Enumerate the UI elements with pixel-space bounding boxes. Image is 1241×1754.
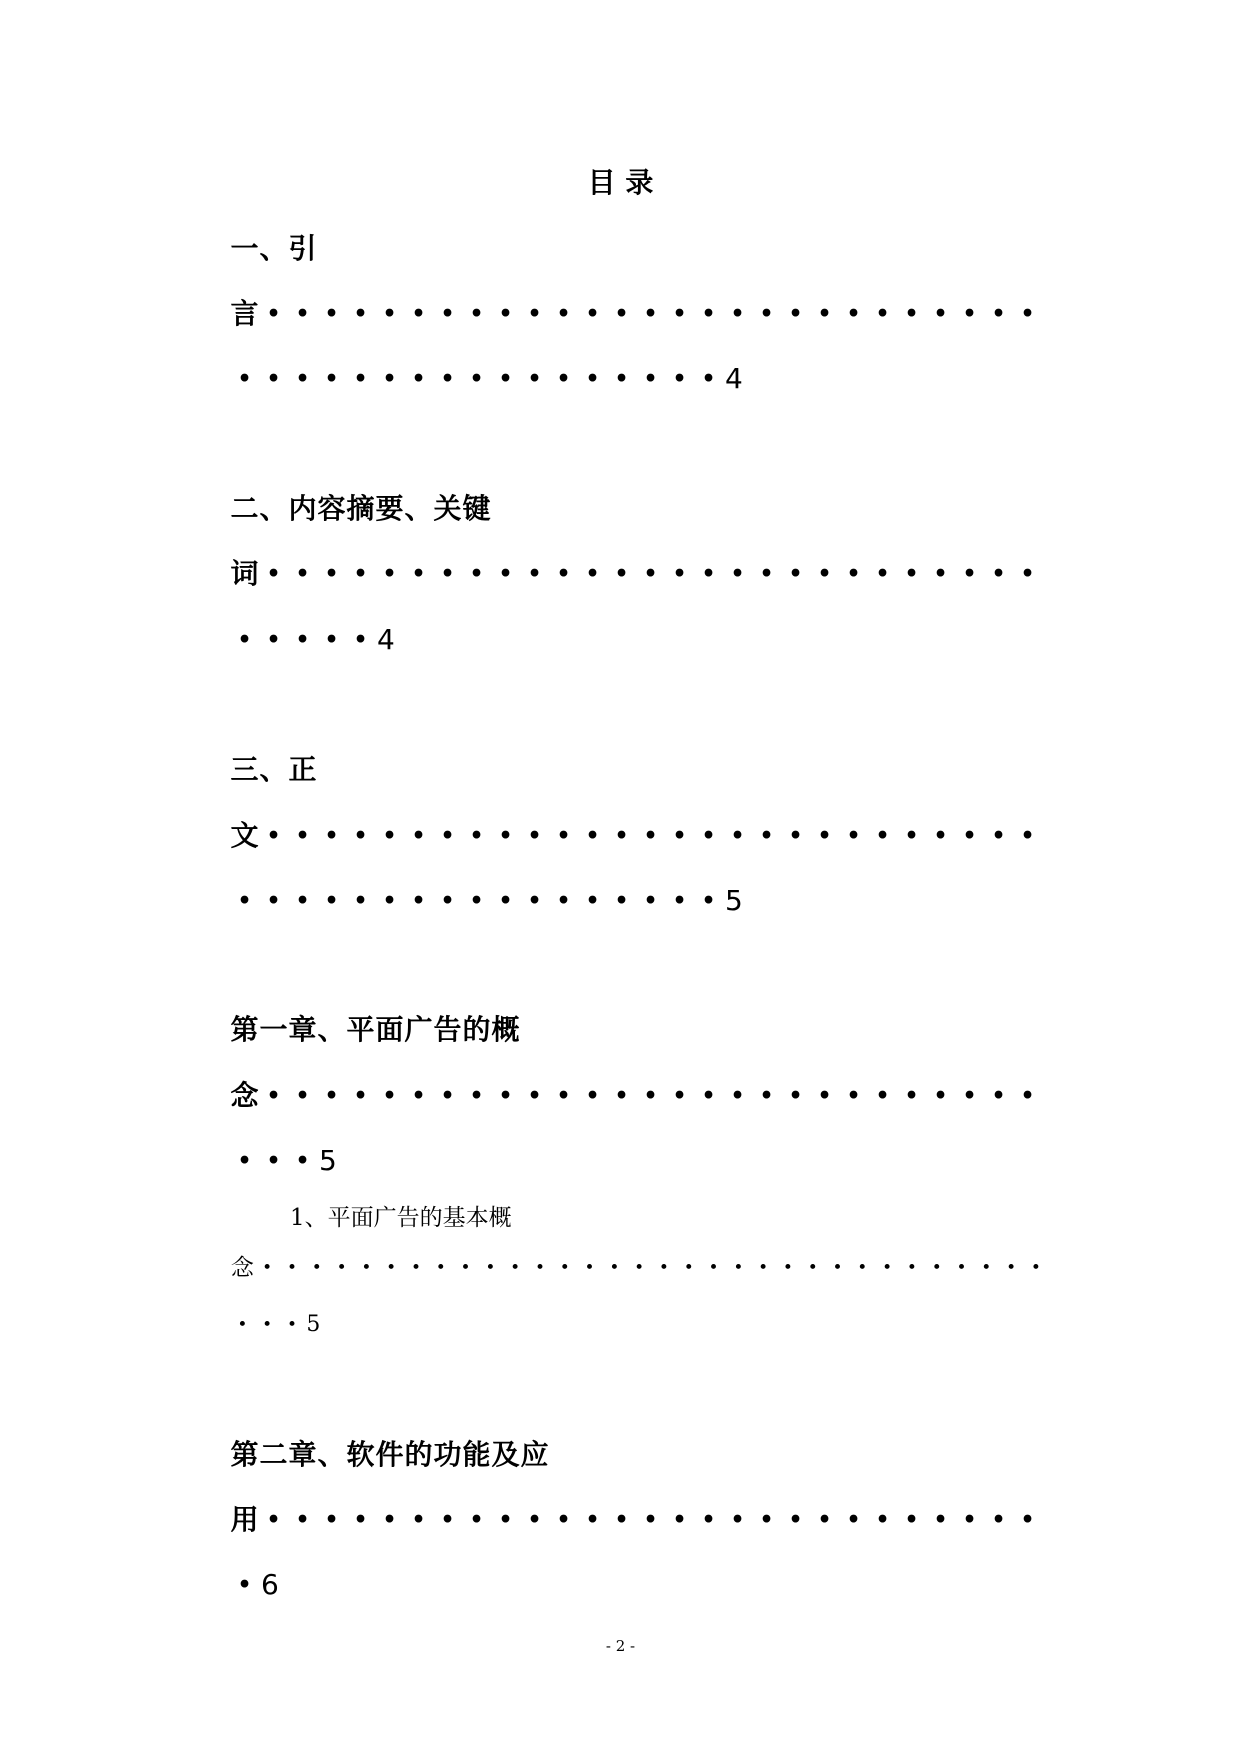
leader-dot: • — [759, 561, 774, 587]
leader-dot: • — [498, 1507, 513, 1533]
leader-dot: • — [382, 1083, 397, 1109]
leader-dot: • — [295, 627, 310, 653]
leader-dot: • — [585, 366, 600, 392]
leader-dot: • — [701, 561, 716, 587]
leader-dot: • — [324, 301, 339, 327]
leader-dot: • — [991, 301, 1006, 327]
toc-leader-line — [230, 816, 1042, 856]
leader-dot: • — [875, 823, 890, 849]
leader-dot: • — [931, 1258, 942, 1278]
leader-dot: • — [527, 888, 542, 914]
leader-dot: • — [556, 1507, 571, 1533]
leader-dot: • — [807, 1258, 818, 1278]
leader-dot: • — [730, 823, 745, 849]
toc-leader-line — [230, 1565, 288, 1605]
leader-dot: • — [788, 301, 803, 327]
leader-dot: • — [237, 1572, 252, 1598]
toc-char: 一 — [230, 232, 259, 265]
leader-dot: • — [788, 561, 803, 587]
leader-dot: • — [672, 1083, 687, 1109]
leader-dot: • — [904, 561, 919, 587]
leader-dot: • — [469, 301, 484, 327]
page-ref-number: 5 — [306, 1312, 321, 1337]
leader-dot: • — [962, 1083, 977, 1109]
leader-dot: • — [962, 561, 977, 587]
leader-dot: • — [730, 561, 745, 587]
toc-char: 言 — [230, 297, 259, 330]
leader-dot: • — [701, 366, 716, 392]
leader-dot: • — [324, 823, 339, 849]
leader-dot: • — [556, 301, 571, 327]
leader-dot: • — [411, 366, 426, 392]
toc-entry-heading — [230, 489, 491, 529]
toc-char: 第 — [230, 1438, 259, 1471]
toc-char: 引 — [288, 232, 317, 265]
leader-dot: • — [846, 1507, 861, 1533]
leader-dot: • — [382, 823, 397, 849]
leader-dot: • — [353, 301, 368, 327]
leader-dot: • — [266, 1507, 281, 1533]
leader-dot: • — [266, 301, 281, 327]
leader-dot: • — [701, 823, 716, 849]
toc-leader-line — [230, 1141, 346, 1181]
toc-subsection-heading: 1、平面广告的基本概 — [290, 1205, 512, 1231]
leader-dot: • — [817, 1507, 832, 1533]
leader-dot: • — [643, 1507, 658, 1533]
leader-dot: • — [556, 561, 571, 587]
leader-dot: • — [411, 561, 426, 587]
leader-dot: • — [875, 1507, 890, 1533]
leader-dot: • — [701, 1507, 716, 1533]
leader-dot: • — [658, 1258, 669, 1278]
page-ref-number: 6 — [261, 1568, 279, 1601]
leader-dot: • — [353, 627, 368, 653]
leader-dot: • — [730, 301, 745, 327]
leader-dot: • — [382, 561, 397, 587]
leader-dot: • — [585, 823, 600, 849]
leader-dot: • — [411, 301, 426, 327]
leader-dot: • — [440, 366, 455, 392]
leader-dot: • — [237, 888, 252, 914]
leader-dot: • — [614, 301, 629, 327]
leader-dot: • — [643, 823, 658, 849]
leader-dot: • — [672, 561, 687, 587]
toc-char: 概 — [491, 1013, 520, 1046]
leader-dot: • — [266, 1083, 281, 1109]
toc-char: 、 — [404, 492, 433, 525]
leader-dot: • — [933, 823, 948, 849]
toc-entry-heading — [230, 1435, 549, 1475]
leader-dot: • — [904, 1507, 919, 1533]
leader-dot: • — [904, 823, 919, 849]
leader-dot: • — [614, 561, 629, 587]
leader-dot: • — [962, 823, 977, 849]
toc-char: 键 — [462, 492, 491, 525]
leader-dot: • — [266, 823, 281, 849]
toc-char: 二 — [259, 1438, 288, 1471]
leader-dot: • — [498, 1083, 513, 1109]
leader-dot: • — [701, 1083, 716, 1109]
leader-dot: • — [353, 823, 368, 849]
leader-dot: • — [672, 888, 687, 914]
leader-dot: • — [991, 561, 1006, 587]
leader-dot: • — [991, 1507, 1006, 1533]
leader-dot: • — [237, 1315, 248, 1335]
leader-dot: • — [875, 561, 890, 587]
toc-char: 文 — [230, 819, 259, 852]
leader-dot: • — [643, 888, 658, 914]
leader-dot: • — [846, 561, 861, 587]
toc-leader-line — [230, 1250, 1048, 1286]
leader-dot: • — [353, 366, 368, 392]
leader-dot: • — [759, 823, 774, 849]
leader-dot: • — [585, 301, 600, 327]
leader-dot: • — [962, 301, 977, 327]
leader-dot: • — [875, 1083, 890, 1109]
leader-dot: • — [956, 1258, 967, 1278]
leader-dot: • — [933, 301, 948, 327]
leader-dot: • — [527, 1507, 542, 1533]
toc-char: 功 — [433, 1438, 462, 1471]
toc-char: 告 — [433, 1013, 462, 1046]
toc-entry-heading — [230, 750, 317, 790]
leader-dot: • — [1030, 1258, 1041, 1278]
leader-dot: • — [614, 888, 629, 914]
leader-dot: • — [527, 823, 542, 849]
leader-dot: • — [440, 888, 455, 914]
leader-dot: • — [817, 1083, 832, 1109]
leader-dot: • — [846, 1083, 861, 1109]
leader-dot: • — [386, 1258, 397, 1278]
toc-title: 目 录 — [587, 166, 654, 199]
leader-dot: • — [411, 823, 426, 849]
leader-dot: • — [672, 366, 687, 392]
leader-dot: • — [527, 561, 542, 587]
leader-dot: • — [527, 301, 542, 327]
leader-dot: • — [353, 1083, 368, 1109]
leader-dot: • — [469, 366, 484, 392]
leader-dot: • — [701, 888, 716, 914]
leader-dot: • — [672, 823, 687, 849]
leader-dot: • — [672, 1507, 687, 1533]
leader-dot: • — [559, 1258, 570, 1278]
page-number: - 2 - — [605, 1637, 636, 1655]
leader-dot: • — [643, 1083, 658, 1109]
leader-dot: • — [411, 1507, 426, 1533]
leader-dot: • — [382, 366, 397, 392]
leader-dot: • — [295, 1507, 310, 1533]
leader-dot: • — [469, 1083, 484, 1109]
toc-char: 念 — [230, 1255, 254, 1281]
leader-dot: • — [759, 1507, 774, 1533]
toc-leader-line — [230, 359, 752, 399]
leader-dot: • — [585, 561, 600, 587]
page-ref-number: 4 — [725, 362, 743, 395]
page-ref-number: 4 — [377, 623, 395, 656]
leader-dot: • — [237, 366, 252, 392]
leader-dot: • — [556, 1083, 571, 1109]
leader-dot: • — [1020, 1507, 1035, 1533]
leader-dot: • — [411, 888, 426, 914]
leader-dot: • — [933, 561, 948, 587]
toc-char: 平 — [346, 1013, 375, 1046]
leader-dot: • — [875, 301, 890, 327]
toc-char: 广 — [404, 1013, 433, 1046]
leader-dot: • — [933, 1507, 948, 1533]
leader-dot: • — [534, 1258, 545, 1278]
toc-char: 应 — [520, 1438, 549, 1471]
leader-dot: • — [460, 1258, 471, 1278]
leader-dot: • — [758, 1258, 769, 1278]
leader-dot: • — [1006, 1258, 1017, 1278]
leader-dot: • — [324, 888, 339, 914]
leader-dot: • — [962, 1507, 977, 1533]
toc-char: 及 — [491, 1438, 520, 1471]
leader-dot: • — [882, 1258, 893, 1278]
leader-dot: • — [295, 1083, 310, 1109]
leader-dot: • — [527, 366, 542, 392]
toc-char: 章 — [288, 1013, 317, 1046]
leader-dot: • — [469, 823, 484, 849]
leader-dot: • — [585, 1083, 600, 1109]
leader-dot: • — [324, 366, 339, 392]
leader-dot: • — [981, 1258, 992, 1278]
toc-char: 的 — [404, 1438, 433, 1471]
leader-dot: • — [904, 1083, 919, 1109]
leader-dot: • — [440, 301, 455, 327]
leader-dot: • — [991, 823, 1006, 849]
toc-char: 关 — [433, 492, 462, 525]
page-ref-number: 5 — [725, 884, 743, 917]
leader-dot: • — [361, 1258, 372, 1278]
leader-dot: • — [634, 1258, 645, 1278]
leader-dot: • — [324, 627, 339, 653]
leader-dot: • — [353, 561, 368, 587]
toc-char: 章 — [288, 1438, 317, 1471]
toc-char: 面 — [375, 1013, 404, 1046]
leader-dot: • — [846, 823, 861, 849]
leader-dot: • — [286, 1315, 297, 1335]
leader-dot: • — [730, 1507, 745, 1533]
toc-char: 词 — [230, 557, 259, 590]
leader-dot: • — [295, 561, 310, 587]
leader-dot: • — [701, 301, 716, 327]
leader-dot: • — [411, 1083, 426, 1109]
toc-char: 的 — [462, 1013, 491, 1046]
leader-dot: • — [382, 888, 397, 914]
leader-dot: • — [262, 1315, 273, 1335]
leader-dot: • — [991, 1083, 1006, 1109]
leader-dot: • — [730, 1083, 745, 1109]
leader-dot: • — [498, 561, 513, 587]
toc-char: 、 — [317, 1013, 346, 1046]
leader-dot: • — [609, 1258, 620, 1278]
leader-dot: • — [440, 823, 455, 849]
leader-dot: • — [336, 1258, 347, 1278]
toc-char: 、 — [259, 753, 288, 786]
toc-char: 件 — [375, 1438, 404, 1471]
leader-dot: • — [266, 561, 281, 587]
leader-dot: • — [440, 1507, 455, 1533]
toc-char: 用 — [230, 1503, 259, 1536]
leader-dot: • — [295, 823, 310, 849]
leader-dot: • — [643, 366, 658, 392]
toc-leader-line — [230, 294, 1042, 334]
leader-dot: • — [857, 1258, 868, 1278]
leader-dot: • — [672, 301, 687, 327]
leader-dot: • — [1020, 1083, 1035, 1109]
leader-dot: • — [469, 888, 484, 914]
leader-dot: • — [382, 1507, 397, 1533]
toc-leader-line — [230, 881, 752, 921]
leader-dot: • — [295, 366, 310, 392]
leader-dot: • — [733, 1258, 744, 1278]
leader-dot: • — [585, 1507, 600, 1533]
leader-dot: • — [788, 1507, 803, 1533]
toc-leader-line — [230, 554, 1042, 594]
leader-dot: • — [643, 561, 658, 587]
leader-dot: • — [435, 1258, 446, 1278]
leader-dot: • — [510, 1258, 521, 1278]
leader-dot: • — [440, 561, 455, 587]
leader-dot: • — [1020, 301, 1035, 327]
leader-dot: • — [906, 1258, 917, 1278]
leader-dot: • — [527, 1083, 542, 1109]
toc-char: 内 — [288, 492, 317, 525]
leader-dot: • — [311, 1258, 322, 1278]
leader-dot: • — [353, 1507, 368, 1533]
leader-dot: • — [469, 1507, 484, 1533]
toc-leader-line — [230, 1076, 1042, 1116]
leader-dot: • — [295, 888, 310, 914]
leader-dot: • — [585, 888, 600, 914]
leader-dot: • — [933, 1083, 948, 1109]
leader-dot: • — [683, 1258, 694, 1278]
leader-dot: • — [382, 301, 397, 327]
leader-dot: • — [708, 1258, 719, 1278]
leader-dot: • — [498, 888, 513, 914]
leader-dot: • — [498, 366, 513, 392]
toc-char: 、 — [259, 232, 288, 265]
toc-char: 二 — [230, 492, 259, 525]
toc-char: 摘 — [346, 492, 375, 525]
leader-dot: • — [614, 366, 629, 392]
toc-char: 、 — [317, 1438, 346, 1471]
toc-char: 软 — [346, 1438, 375, 1471]
toc-char: 能 — [462, 1438, 491, 1471]
leader-dot: • — [410, 1258, 421, 1278]
leader-dot: • — [262, 1258, 273, 1278]
leader-dot: • — [614, 1083, 629, 1109]
leader-dot: • — [498, 823, 513, 849]
leader-dot: • — [469, 561, 484, 587]
leader-dot: • — [584, 1258, 595, 1278]
leader-dot: • — [286, 1258, 297, 1278]
leader-dot: • — [266, 627, 281, 653]
leader-dot: • — [237, 627, 252, 653]
leader-dot: • — [324, 561, 339, 587]
leader-dot: • — [295, 301, 310, 327]
toc-char: 、 — [259, 492, 288, 525]
toc-char: 第 — [230, 1013, 259, 1046]
leader-dot: • — [295, 1148, 310, 1174]
leader-dot: • — [556, 823, 571, 849]
toc-char: 要 — [375, 492, 404, 525]
leader-dot: • — [817, 561, 832, 587]
leader-dot: • — [832, 1258, 843, 1278]
toc-char: 三 — [230, 753, 259, 786]
toc-entry-heading — [230, 229, 317, 269]
toc-char: 一 — [259, 1013, 288, 1046]
leader-dot: • — [353, 888, 368, 914]
leader-dot: • — [324, 1507, 339, 1533]
page-ref-number: 5 — [319, 1144, 337, 1177]
toc-leader-line — [230, 620, 404, 660]
leader-dot: • — [1020, 823, 1035, 849]
leader-dot: • — [266, 366, 281, 392]
leader-dot: • — [440, 1083, 455, 1109]
leader-dot: • — [614, 1507, 629, 1533]
leader-dot: • — [904, 301, 919, 327]
leader-dot: • — [788, 823, 803, 849]
leader-dot: • — [237, 1148, 252, 1174]
leader-dot: • — [556, 888, 571, 914]
leader-dot: • — [817, 301, 832, 327]
leader-dot: • — [266, 888, 281, 914]
leader-dot: • — [788, 1083, 803, 1109]
leader-dot: • — [817, 823, 832, 849]
leader-dot: • — [1020, 561, 1035, 587]
leader-dot: • — [324, 1083, 339, 1109]
toc-leader-line — [230, 1500, 1042, 1540]
leader-dot: • — [498, 301, 513, 327]
toc-entry-heading — [230, 1010, 520, 1050]
leader-dot: • — [643, 301, 658, 327]
toc-char: 念 — [230, 1079, 259, 1112]
leader-dot: • — [485, 1258, 496, 1278]
leader-dot: • — [759, 1083, 774, 1109]
leader-dot: • — [614, 823, 629, 849]
toc-char: 正 — [288, 753, 317, 786]
toc-char: 容 — [317, 492, 346, 525]
leader-dot: • — [759, 301, 774, 327]
leader-dot: • — [782, 1258, 793, 1278]
leader-dot: • — [556, 366, 571, 392]
leader-dot: • — [266, 1148, 281, 1174]
leader-dot: • — [846, 301, 861, 327]
toc-leader-line — [230, 1307, 329, 1343]
